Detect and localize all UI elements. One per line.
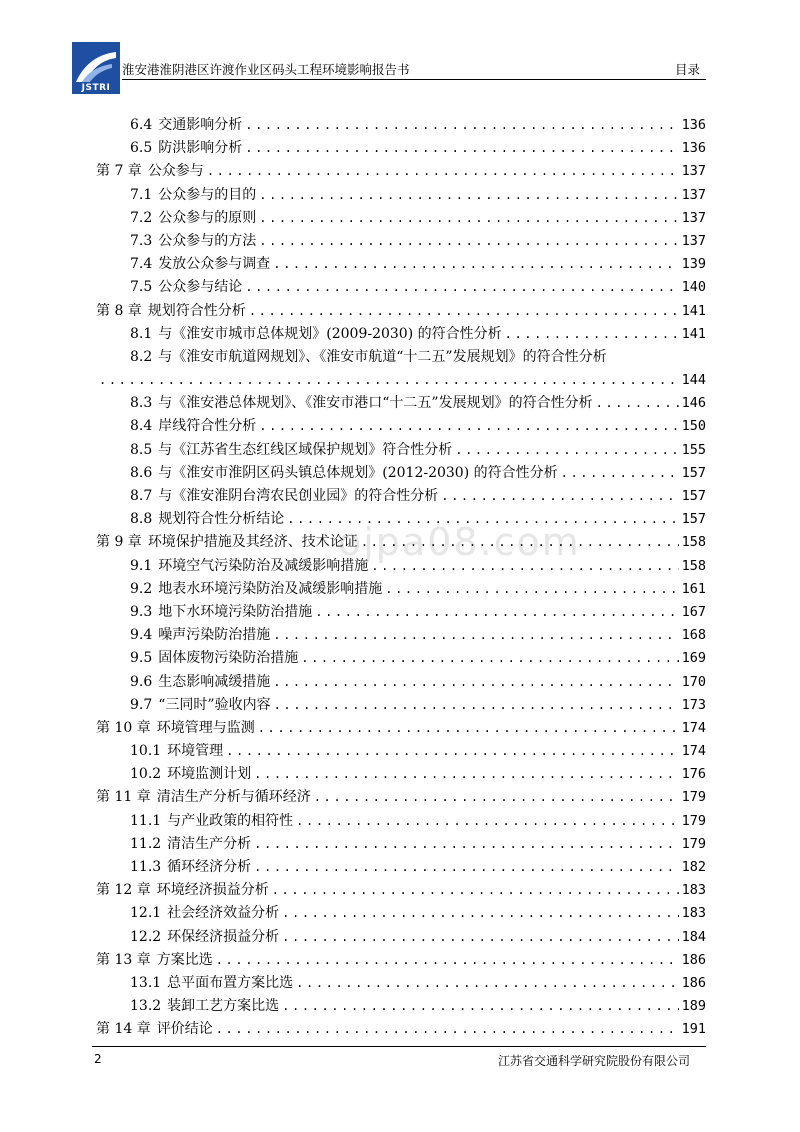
toc-entry-number: 8.2 — [130, 348, 153, 365]
toc-leader-dots — [259, 207, 678, 230]
toc-entry-title: 与《淮安市航道网规划》、《淮安市航道“十二五”发展规划》的符合性分析 — [158, 348, 607, 365]
toc-leader-dots — [254, 763, 678, 786]
toc-entry[interactable] — [96, 508, 706, 531]
toc-entry-page: 184 — [681, 928, 706, 945]
toc-entry[interactable] — [96, 230, 706, 253]
toc-entry[interactable] — [96, 346, 706, 369]
toc-leader-dots — [216, 949, 679, 972]
toc-entry-number: 8.8 — [130, 511, 153, 528]
toc-chapter-entry[interactable] — [96, 786, 706, 809]
toc-entry-page: 182 — [681, 859, 706, 875]
toc-entry-number: 6.5 — [130, 140, 153, 157]
toc-entry[interactable] — [96, 184, 706, 207]
toc-entry[interactable] — [96, 810, 706, 833]
toc-entry-page: 183 — [681, 905, 706, 922]
toc-entry-title: 环境监测计划 — [167, 766, 252, 783]
toc-chapter-entry[interactable] — [96, 160, 706, 183]
toc-entry-title: 公众参与的目的 — [158, 186, 257, 203]
toc-leader-dots — [282, 926, 678, 949]
toc-entry-title: 公众参与 — [147, 163, 204, 180]
toc-entry-page: 174 — [681, 719, 706, 736]
toc-entry-title: 与产业政策的相符性 — [167, 812, 294, 829]
toc-entry-page: 167 — [681, 603, 706, 620]
toc-leader-dots — [254, 856, 678, 879]
toc-entry-number: 第 14 章 — [96, 1021, 151, 1038]
toc-entry-page: 189 — [681, 998, 706, 1015]
toc-entry-title: 清洁生产分析 — [167, 835, 252, 852]
toc-entry-number: 8.1 — [130, 325, 153, 342]
toc-entry-title: 环境经济损益分析 — [156, 882, 269, 899]
toc-entry-page: 144 — [681, 372, 706, 389]
toc-entry-page: 174 — [681, 743, 706, 760]
toc-entry[interactable] — [96, 763, 706, 786]
toc-entry-number: 第 13 章 — [96, 951, 151, 968]
toc-entry[interactable] — [96, 926, 706, 949]
toc-entry-title: “三同时”验收内容 — [158, 696, 271, 713]
toc-leader-dots — [226, 740, 678, 763]
toc-entry[interactable] — [96, 902, 706, 925]
toc-leader-dots — [315, 601, 678, 624]
toc-entry-title: 规划符合性分析结论 — [158, 511, 285, 528]
toc-entry-number: 10.2 — [130, 766, 162, 783]
toc-entry-page: 157 — [681, 511, 706, 528]
toc-entry-title: 环境空气污染防治及减缓影响措施 — [158, 557, 369, 574]
toc-entry-title: 与《淮安市淮阴区码头镇总体规划》(2012-2030) 的符合性分析 — [158, 464, 558, 481]
toc-leader-dots — [596, 392, 679, 415]
page-number: 2 — [94, 1052, 102, 1066]
toc-entry-title: 装卸工艺方案比选 — [167, 998, 280, 1015]
toc-leader-dots — [282, 995, 678, 1018]
toc-entry-number: 9.1 — [130, 557, 153, 574]
toc-entry[interactable] — [96, 555, 706, 578]
toc-leader-dots — [371, 555, 678, 578]
toc-entry-page: 169 — [681, 650, 706, 667]
toc-chapter-entry[interactable] — [96, 717, 706, 740]
toc-entry-page: 191 — [681, 1021, 706, 1038]
toc-entry-number: 10.1 — [130, 743, 162, 760]
toc-entry[interactable] — [96, 833, 706, 856]
toc-entry-page: 158 — [681, 534, 706, 551]
toc-entry-number: 第 11 章 — [96, 789, 151, 806]
toc-leader-dots — [245, 137, 678, 160]
toc-entry[interactable] — [96, 856, 706, 879]
toc-entry-page: 179 — [681, 835, 706, 852]
toc-entry-title: 地表水环境污染防治及减缓影响措施 — [158, 580, 383, 597]
toc-leader-dots — [287, 508, 678, 531]
table-of-contents — [96, 114, 706, 1042]
toc-entry-number: 12.2 — [130, 928, 162, 945]
toc-leader-dots — [314, 786, 679, 809]
toc-entry-page: 136 — [681, 140, 706, 157]
toc-entry[interactable] — [96, 647, 706, 670]
toc-leader-dots — [301, 647, 678, 670]
toc-entry-number: 9.3 — [130, 603, 153, 620]
toc-entry-title: 与《江苏省生态红线区域保护规划》符合性分析 — [158, 441, 453, 458]
toc-entry-page: 140 — [681, 279, 706, 296]
toc-entry-page: 183 — [681, 882, 706, 899]
toc-entry[interactable] — [96, 740, 706, 763]
toc-entry-number: 11.1 — [130, 812, 162, 829]
toc-leader-dots — [273, 624, 678, 647]
toc-leader-dots — [259, 415, 678, 438]
toc-entry-number: 13.1 — [130, 974, 162, 991]
toc-entry-page: 137 — [681, 186, 706, 203]
toc-chapter-entry[interactable] — [96, 300, 706, 323]
toc-entry-title: 与《淮安市城市总体规划》(2009-2030) 的符合性分析 — [158, 325, 502, 342]
section-name: 目录 — [674, 62, 700, 77]
toc-leader-dots — [272, 879, 679, 902]
toc-entry-title: 与《淮安港总体规划》、《淮安市港口“十二五”发展规划》的符合性分析 — [158, 395, 593, 412]
toc-leader-dots — [216, 1018, 679, 1041]
toc-chapter-entry[interactable] — [96, 949, 706, 972]
toc-entry-number: 11.2 — [130, 835, 162, 852]
toc-entry-number: 7.2 — [130, 209, 153, 226]
toc-entry-number: 7.4 — [130, 256, 153, 273]
toc-entry-number: 第 10 章 — [96, 719, 151, 736]
toc-leader-dots — [441, 485, 678, 508]
toc-chapter-entry[interactable] — [96, 879, 706, 902]
toc-leader-dots — [273, 671, 678, 694]
toc-entry-title: 规划符合性分析 — [147, 302, 246, 319]
toc-entry-number: 8.5 — [130, 441, 153, 458]
toc-entry-title: 地下水环境污染防治措施 — [158, 603, 313, 620]
toc-entry-title: 防洪影响分析 — [158, 140, 243, 157]
toc-leader-dots — [245, 114, 678, 137]
toc-entry[interactable] — [96, 323, 706, 346]
watermark: ojpa08.com — [338, 520, 581, 564]
toc-entry-page: 170 — [681, 673, 706, 690]
toc-leader-dots — [274, 694, 679, 717]
toc-entry-page: 136 — [681, 117, 706, 133]
toc-leader-dots — [258, 717, 679, 740]
toc-entry-number: 6.4 — [130, 117, 153, 133]
toc-entry-page: 186 — [681, 974, 706, 991]
toc-entry-number: 12.1 — [130, 905, 162, 922]
toc-leader-dots — [273, 253, 678, 276]
footer-divider — [92, 1046, 706, 1047]
toc-entry-title: 噪声污染防治措施 — [158, 627, 271, 644]
toc-entry[interactable] — [96, 439, 706, 462]
toc-entry-title: 清洁生产分析与循环经济 — [156, 789, 311, 806]
toc-chapter-entry[interactable] — [96, 531, 706, 554]
toc-entry-number: 8.3 — [130, 395, 153, 412]
toc-entry[interactable] — [96, 601, 706, 624]
toc-entry-title: 公众参与结论 — [158, 279, 243, 296]
toc-leader-dots — [296, 810, 678, 833]
toc-entry-page: 141 — [681, 325, 706, 342]
toc-entry[interactable] — [96, 207, 706, 230]
toc-entry-number: 8.6 — [130, 464, 153, 481]
toc-entry-page: 161 — [681, 580, 706, 597]
toc-entry[interactable] — [96, 671, 706, 694]
toc-entry-page: 158 — [681, 557, 706, 574]
toc-entry[interactable] — [96, 995, 706, 1018]
toc-entry-title: 生态影响减缓措施 — [158, 673, 271, 690]
toc-entry-title: 发放公众参与调查 — [158, 256, 271, 273]
toc-entry-page: 137 — [681, 232, 706, 249]
toc-entry-page: 179 — [681, 789, 706, 806]
toc-leader-dots — [561, 462, 679, 485]
toc-leader-dots — [259, 230, 678, 253]
toc-entry-page: 168 — [681, 627, 706, 644]
toc-entry-page: 157 — [681, 464, 706, 481]
toc-entry-number: 13.2 — [130, 998, 162, 1015]
toc-entry-number: 7.1 — [130, 186, 153, 203]
toc-leader-dots — [455, 439, 678, 462]
toc-entry-title: 总平面布置方案比选 — [167, 974, 294, 991]
toc-entry-number: 第 8 章 — [96, 302, 142, 319]
toc-entry-title: 社会经济效益分析 — [167, 905, 280, 922]
toc-entry-number: 11.3 — [130, 859, 162, 875]
toc-leader-dots — [282, 902, 678, 925]
document-title: 淮安港淮阴港区许渡作业区码头工程环境影响报告书 — [122, 62, 410, 77]
toc-entry-continuation[interactable] — [96, 369, 706, 392]
toc-entry-title: 公众参与的方法 — [158, 232, 257, 249]
toc-entry-number: 8.7 — [130, 488, 153, 504]
toc-leader-dots — [296, 972, 678, 995]
toc-entry-page: 141 — [681, 302, 706, 319]
toc-entry-number: 9.7 — [130, 696, 153, 713]
toc-entry-title: 固体废物污染防治措施 — [158, 650, 299, 667]
toc-chapter-entry[interactable] — [96, 1018, 706, 1041]
toc-entry-page: 139 — [681, 256, 706, 273]
toc-entry-title: 公众参与的原则 — [158, 209, 257, 226]
toc-leader-dots — [99, 369, 679, 392]
toc-leader-dots — [207, 160, 679, 183]
toc-entry-page: 146 — [681, 395, 706, 412]
organization-name: 江苏省交通科学研究院股份有限公司 — [497, 1054, 690, 1068]
toc-entry[interactable] — [96, 624, 706, 647]
toc-entry-number: 第 12 章 — [96, 882, 151, 899]
toc-entry-title: 评价结论 — [156, 1021, 213, 1038]
toc-entry-number: 9.4 — [130, 627, 153, 644]
toc-entry-page: 179 — [681, 812, 706, 829]
toc-entry-number: 9.2 — [130, 580, 153, 597]
toc-entry-number: 9.6 — [130, 673, 153, 690]
toc-entry[interactable] — [96, 415, 706, 438]
toc-entry-page: 176 — [681, 766, 706, 783]
toc-entry-title: 交通影响分析 — [158, 117, 243, 133]
toc-entry[interactable] — [96, 485, 706, 508]
page-header — [66, 38, 706, 98]
toc-leader-dots — [505, 323, 679, 346]
toc-entry[interactable] — [96, 462, 706, 485]
toc-entry-number: 7.3 — [130, 232, 153, 249]
toc-entry-title: 环保经济损益分析 — [167, 928, 280, 945]
toc-entry-number: 9.5 — [130, 650, 153, 667]
toc-leader-dots — [361, 531, 679, 554]
toc-entry-page: 137 — [681, 163, 706, 180]
toc-entry[interactable] — [96, 972, 706, 995]
toc-leader-dots — [259, 184, 678, 207]
toc-entry[interactable] — [96, 276, 706, 299]
toc-entry-page: 137 — [681, 209, 706, 226]
toc-entry[interactable] — [96, 114, 706, 137]
toc-leader-dots — [249, 300, 679, 323]
toc-entry-page: 186 — [681, 951, 706, 968]
toc-entry-number: 第 9 章 — [96, 534, 142, 551]
toc-leader-dots — [254, 833, 678, 856]
logo-text: JSTRI — [81, 83, 111, 93]
toc-entry-page: 155 — [681, 441, 706, 458]
toc-entry-page: 150 — [681, 418, 706, 435]
toc-entry-title: 与《淮安淮阴台湾农民创业园》的符合性分析 — [158, 488, 439, 504]
toc-entry-title: 环境管理与监测 — [156, 719, 255, 736]
toc-entry[interactable] — [96, 694, 706, 717]
toc-entry[interactable] — [96, 253, 706, 276]
toc-entry-number: 第 7 章 — [96, 163, 142, 180]
toc-entry-title: 环境管理 — [167, 743, 224, 760]
toc-leader-dots — [245, 276, 678, 299]
toc-entry[interactable] — [96, 578, 706, 601]
jstri-logo — [72, 42, 120, 94]
toc-entry-page: 173 — [681, 696, 706, 713]
toc-entry-number: 7.5 — [130, 279, 153, 296]
toc-entry-title: 环境保护措施及其经济、技术论证 — [147, 534, 358, 551]
header-divider — [122, 79, 706, 80]
toc-entry-title: 岸线符合性分析 — [158, 418, 257, 435]
toc-entry-title: 循环经济分析 — [167, 859, 252, 875]
toc-entry-page: 157 — [681, 488, 706, 504]
toc-entry-number: 8.4 — [130, 418, 153, 435]
toc-leader-dots — [385, 578, 678, 601]
toc-entry[interactable] — [96, 392, 706, 415]
toc-entry[interactable] — [96, 137, 706, 160]
toc-entry-title: 方案比选 — [156, 951, 213, 968]
